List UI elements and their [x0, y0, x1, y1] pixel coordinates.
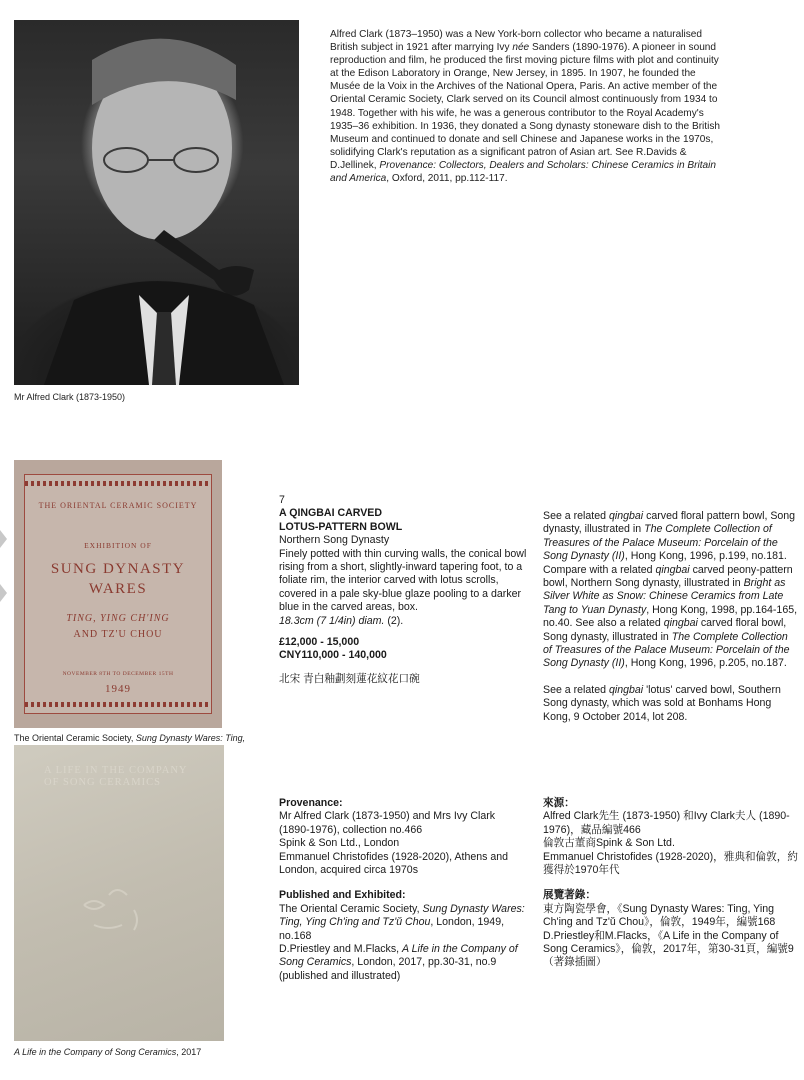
cover-subtitle-1: TING, YING CH'ING — [66, 613, 170, 624]
lot-chinese-title: 北宋 青白釉劃刻蓮花紋花口碗 — [279, 672, 420, 685]
published-entry: D.Priestley and M.Flacks, A Life in the Company of Song Ceramics, London, 2017, pp.30-31, no.9 (published and illustrated) — [279, 943, 518, 982]
cover-subtitle-2: AND TZ'U CHOU — [73, 629, 163, 640]
lot-notes — [543, 510, 798, 724]
catalogue-cover-image — [14, 460, 222, 728]
provenance-heading: Provenance: — [279, 797, 343, 809]
published-heading-chinese: 展覽著錄： — [543, 889, 596, 902]
biography-text: Alfred Clark (1873–1950) was a New York-born collector who became a naturalised British subject in 1921 after marrying Ivy née Sanders (1890-1976). A pioneer in sound reproduction and film, he produced the first moving picture films with plot and continuity at the Edison Laboratory in Orange, New Jersey, in 1895. In 1907, he founded the Musée de la Voix in the Archives of the National Opera, Paris. An active member of the Oriental Ceramic Society, Clark served on its Council almost continuously from 1934 to 1948. Together with his wife, he was a generous contributor to the Royal Academy's 1935–36 exhibition. In 1936, they donated a Song dynasty stoneware dish to the British Museum and continued to donate and sell Chinese and Japanese works in the 1970s, solidifying Clark's reputation as a significant patron of Asian art. See R.Davids & D.Jellinek, Provenance: Collectors, Dealers and Scholars: Chinese Ceramics in Britain and America, Oxford, 2011, pp.112-117. — [330, 29, 720, 185]
lot-number: 7 — [279, 494, 285, 506]
cover-title-2: WARES — [88, 581, 148, 597]
cover-year: 1949 — [105, 683, 131, 695]
provenance-section-chinese — [543, 797, 798, 970]
book-cover-image — [14, 745, 224, 1041]
provenance-line: Emmanuel Christofides (1928-2020), Athens and London, acquired circa 1970s — [279, 850, 509, 877]
published-entry-chinese: D.Priestley和M.Flacks，《A Life in the Company of Song Ceramics》，倫敦，2017年，第30-31頁，編號9（著錄插圖） — [543, 929, 794, 969]
published-entry-chinese: 東方陶瓷學會，《Sung Dynasty Wares: Ting, Ying Ch'ing and Tz'ŭ Chou》，倫敦，1949年，編號168 — [543, 902, 776, 929]
lot-period: Northern Song Dynasty — [279, 534, 390, 547]
next-page-arrow-icon[interactable] — [0, 584, 7, 602]
lot-dimensions: 18.3cm (7 1/4in) diam. (2). — [279, 614, 404, 627]
cover-exhibition: EXHIBITION OF — [84, 541, 152, 550]
published-heading: Published and Exhibited: — [279, 889, 406, 902]
provenance-line: Mr Alfred Clark (1873-1950) and Mrs Ivy Clark (1890-1976), collection no.466 — [279, 810, 496, 836]
book-cover-emboss — [14, 745, 224, 1041]
lot-description: Finely potted with thin curving walls, the conical bowl rising from a short, slightly-inward tapering foot, to a foliate rim, the interior carved with lotus scrolls, covered in a pale sky-blue glaze pooling to a darker blue in the carved areas, box. — [279, 547, 527, 614]
note-paragraph-2: See a related qingbai 'lotus' carved bowl, Southern Song dynasty, which was sold at Bonhams Hong Kong, 9 October 2014, lot 208. — [543, 683, 781, 723]
note-paragraph-1: See a related qingbai carved floral pattern bowl, Song dynasty, illustrated in The Complete Collection of Treasures of the Palace Museum: Porcelain of the Song Dynasty (II), Hong Kong, 1996, p.199, no.181. Compare with a related qingbai carved peony-pattern bowl, Northern Song dynasty, illustrated in Bright as Silver White as Snow: Chinese Ceramics from Late Tang to Yuan Dynasty, Hong Kong, 1998, pp.164-165, no.40. See also a related qingbai carved floral bowl, Song dynasty, illustrated in The Complete Collection of Treasures of the Palace Museum: Porcelain of the Song Dynasty (II), Hong Kong, 1996, p.205, no.187. — [543, 510, 798, 670]
provenance-line-chinese: Emmanuel Christofides (1928-2020)，雅典和倫敦，約獲得於1970年代 — [543, 850, 798, 877]
portrait-photo — [14, 20, 299, 385]
lot-estimate-cny: CNY110,000 - 140,000 — [279, 649, 387, 662]
previous-page-arrow-icon[interactable] — [0, 530, 7, 548]
book-cover-caption: A Life in the Company of Song Ceramics, 2017 — [14, 1047, 202, 1057]
published-entry: The Oriental Ceramic Society, Sung Dynasty Wares: Ting, Ying Ch'ing and Tz'ŭ Chou, London, 1949, no.168 — [279, 902, 525, 942]
lot-estimate-gbp: £12,000 - 15,000 — [279, 636, 360, 649]
provenance-line-chinese: 倫敦古董商Spink & Son Ltd. — [543, 837, 675, 850]
cover-title-1: SUNG DYNASTY — [50, 561, 186, 577]
provenance-line: Spink & Son Ltd., London — [279, 837, 400, 850]
catalogue-cover-caption: The Oriental Ceramic Society, Sung Dynasty Wares: Ting, — [14, 733, 246, 743]
lot-title: A QINGBAI CARVED LOTUS-PATTERN BOWL — [279, 507, 403, 533]
portrait-caption: Mr Alfred Clark (1873-1950) — [14, 392, 126, 402]
provenance-heading-chinese: 來源： — [543, 797, 575, 809]
cover-dates: NOVEMBER 8TH TO DECEMBER 15TH — [62, 671, 174, 677]
lot-details — [279, 494, 527, 686]
provenance-line-chinese: Alfred Clark先生 (1873-1950) 和Ivy Clark夫人 (1890-1976)，藏品編號466 — [543, 810, 790, 836]
book-cover-title: A LIFE IN THE COMPANY OF SONG CERAMICS — [44, 765, 188, 788]
cover-society: THE ORIENTAL CERAMIC SOCIETY — [38, 501, 198, 510]
portrait-illustration — [14, 20, 299, 385]
provenance-section — [279, 797, 527, 983]
